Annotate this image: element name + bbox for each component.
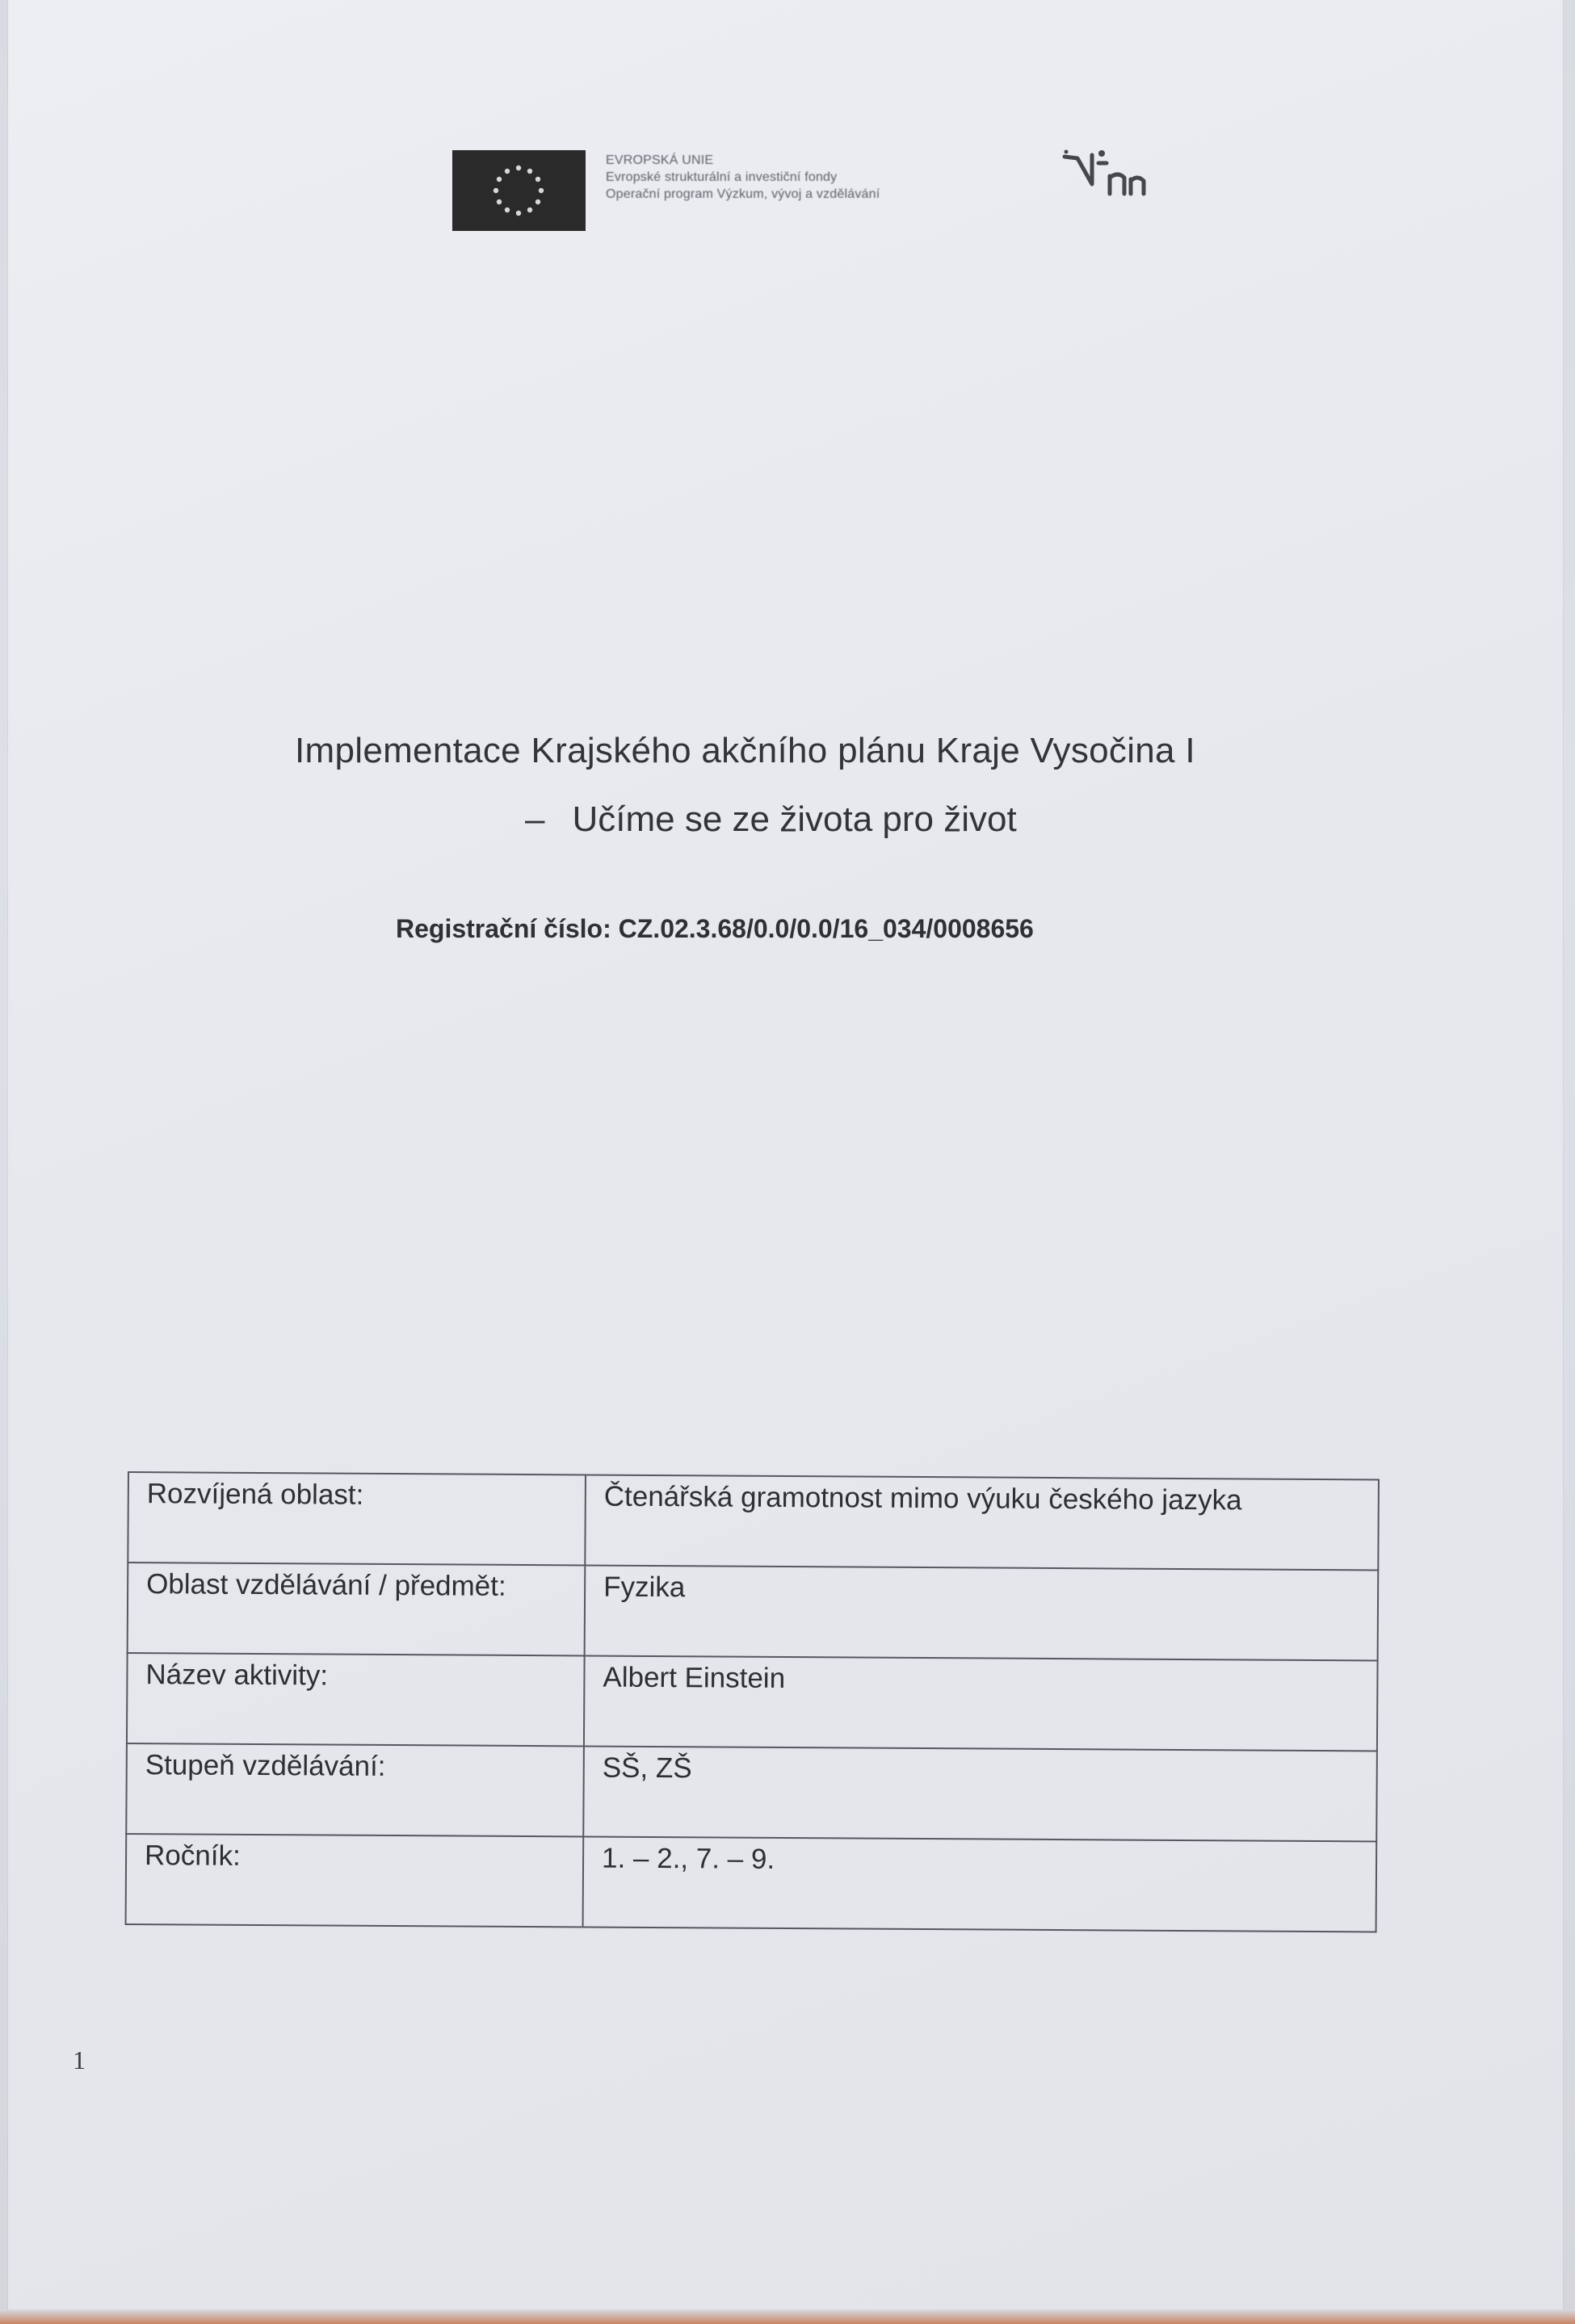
- table-cell-value: Fyzika: [585, 1565, 1379, 1660]
- activity-info-table: [125, 1471, 1380, 1932]
- table-row: [126, 1743, 1377, 1841]
- table-cell-label: Název aktivity:: [127, 1653, 585, 1746]
- header-logo-bar: [444, 144, 1010, 241]
- table-cell-label: Stupeň vzdělávání:: [126, 1743, 584, 1836]
- table-cell-label: Ročník:: [126, 1834, 584, 1927]
- table-cell-label: Oblast vzdělávání / předmět:: [128, 1563, 586, 1655]
- table-cell-value: Albert Einstein: [584, 1655, 1378, 1751]
- table-cell-value: SŠ, ZŠ: [583, 1746, 1377, 1841]
- eu-text-line: Evropské strukturální a investiční fondy: [606, 170, 838, 184]
- table-cell-label: Rozvíjená oblast:: [128, 1472, 586, 1565]
- document-title: Implementace Krajského akčního plánu Kraje Vysočina I: [295, 731, 1195, 770]
- table-row: [128, 1563, 1379, 1660]
- eu-text-line: Operační program Výzkum, vývoj a vzdělávání: [606, 187, 880, 201]
- subtitle-dash: –: [525, 799, 545, 839]
- document-page: [8, 0, 1563, 2309]
- msmt-logo-icon: [1060, 144, 1153, 208]
- eu-flag-icon: [452, 150, 586, 231]
- document-subtitle: Učíme se ze života pro život: [572, 799, 1017, 839]
- page-number: 1: [73, 2045, 86, 2074]
- table-row: [128, 1472, 1379, 1570]
- table-row: [126, 1834, 1377, 1932]
- document-subtitle-row: [525, 799, 1017, 840]
- eu-text-line: EVROPSKÁ UNIE: [606, 153, 714, 167]
- eu-logo-text: [606, 152, 985, 203]
- table-cell-value: 1. – 2., 7. – 9.: [583, 1836, 1377, 1932]
- table-cell-value: Čtenářská gramotnost mimo výuku českého jazyka: [585, 1475, 1379, 1570]
- registration-number: Registrační číslo: CZ.02.3.68/0.0/0.0/16_034/0008656: [396, 914, 1034, 943]
- table-row: [127, 1653, 1378, 1751]
- desk-edge: [0, 2309, 1575, 2324]
